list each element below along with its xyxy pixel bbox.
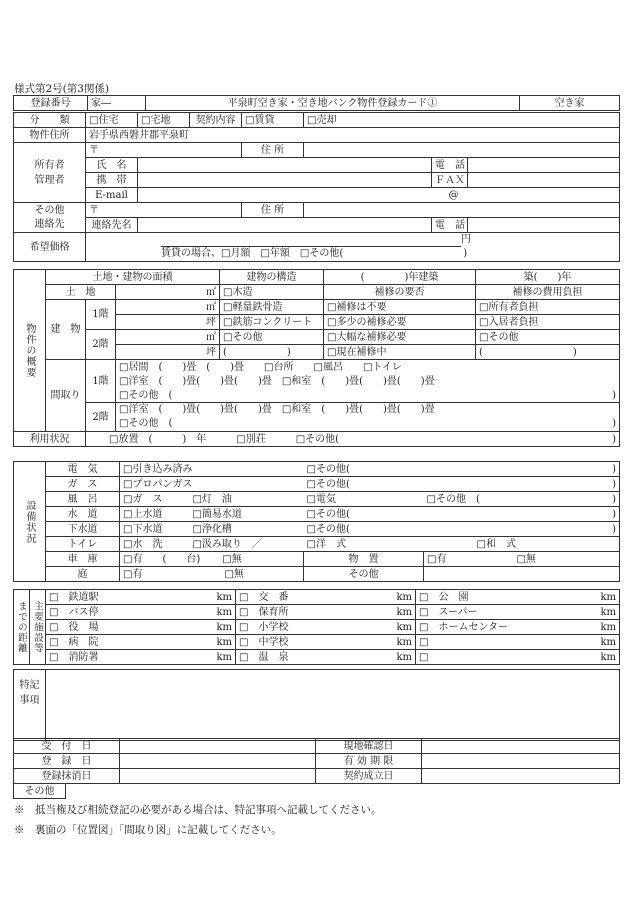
facilities-label: 設備状況	[14, 462, 46, 582]
note-mortgage: ※ 抵当権及び相続登記の必要がある場合は、特記事項へ記載してください。	[14, 804, 382, 816]
facility-gas-label: ガ ス	[46, 477, 120, 492]
card-title: 平泉町空き家・空き地バンク物件登録カード①	[146, 96, 520, 111]
land-area-field[interactable]: ㎡	[116, 285, 220, 300]
facility-sewer-other: □その他( )	[304, 522, 620, 537]
basic-info-table	[13, 112, 620, 262]
owner-email-field[interactable]	[138, 188, 620, 203]
owner-fax-field[interactable]	[468, 173, 620, 188]
facility-station[interactable]: □ 鉄道駅	[46, 590, 214, 605]
unit-km: km	[598, 590, 620, 605]
unit-km: km	[214, 635, 236, 650]
registration-number-field[interactable]	[88, 96, 146, 111]
struct-wood-checkbox[interactable]: □木造	[220, 285, 324, 300]
layout-floor1-rooms[interactable]: □洋室 ( )畳( )畳( )畳 □和室 ( )畳( )畳( )畳	[116, 374, 620, 388]
repair-some-checkbox[interactable]: □多少の補修必要	[324, 315, 476, 330]
repair-ongoing-checkbox[interactable]: □現在補修中	[324, 345, 476, 360]
site-check-date-label: 現地確認日	[316, 739, 422, 754]
contract-date-label: 契約成立日	[316, 769, 422, 784]
facility-park[interactable]: □ 公 園	[416, 590, 598, 605]
facility-hot-spring[interactable]: □ 温 泉	[236, 650, 394, 665]
facilities-table	[13, 461, 620, 582]
address-label: 物件住所	[14, 128, 86, 143]
owner-label: 所有者 管理者	[14, 143, 86, 203]
layout-label: 間取り	[46, 360, 86, 432]
usage-label: 利用状況	[14, 432, 86, 447]
address-field[interactable]: 岩手県西磐井郡平泉町	[86, 128, 620, 143]
owner-postal-field[interactable]: 〒	[86, 143, 242, 158]
note-map: ※ 裏面の「位置図」「間取り図」に記載してください。	[14, 824, 282, 836]
header-table	[13, 95, 620, 111]
classification-label: 分 類	[14, 113, 86, 128]
overview-table	[13, 269, 620, 447]
distance-label-b: 主要施設等	[30, 590, 46, 665]
property-kind: 空き家	[520, 96, 620, 111]
price-yen: 円	[461, 234, 471, 245]
layout-floor1-living[interactable]: □居間 ( )畳 ( )畳 □台所 □風呂 □トイレ	[116, 360, 620, 375]
registered-date-label: 登 録 日	[14, 754, 120, 769]
footer-table	[13, 738, 620, 784]
other-tel-label: 電 話	[432, 218, 468, 233]
owner-tel-label: 電 話	[432, 158, 468, 173]
garden-other-label: その他	[304, 567, 424, 582]
facility-water-label: 水 道	[46, 507, 120, 522]
facility-supermarket[interactable]: □ スーパー	[416, 605, 598, 620]
footer-other-table	[13, 783, 620, 799]
contract-label: 契約内容	[190, 113, 242, 128]
facility-toilet-western[interactable]: □洋 式	[304, 537, 424, 552]
land-label: 土 地	[46, 285, 116, 300]
owner-address-field[interactable]	[304, 143, 620, 158]
validity-field[interactable]	[422, 754, 620, 769]
other-tel-field[interactable]	[468, 218, 620, 233]
facility-town-office[interactable]: □ 役 場	[46, 620, 214, 635]
cost-tenant-checkbox[interactable]: □入居者負担	[476, 315, 620, 330]
owner-mobile-field[interactable]	[138, 173, 432, 188]
rent-period-options[interactable]: 賃貸の場合、□月額 □年額 □その他(	[161, 248, 344, 259]
overview-label: 物件の概要	[14, 270, 46, 432]
built-year-header: ( )年建築	[324, 270, 476, 285]
unit-km: km	[214, 650, 236, 665]
other-contact-label: その他 連絡先	[14, 203, 86, 233]
unit-km: km	[394, 605, 416, 620]
unit-km: km	[394, 590, 416, 605]
garage-options: □有 ( 台) □無	[120, 552, 304, 567]
facility-bath-label: 風 呂	[46, 492, 120, 507]
floor2-area-m2-field[interactable]: ㎡	[116, 330, 220, 345]
unit-km: km	[214, 605, 236, 620]
repair-header: 補修の要否	[324, 285, 476, 300]
other-address-field[interactable]	[304, 203, 620, 218]
structure-header: 建物の構造	[220, 270, 324, 285]
registration-number-label: 登録番号	[14, 96, 88, 111]
received-date-field[interactable]	[120, 739, 316, 754]
owner-address-label: 住 所	[242, 143, 304, 158]
facility-bath-other: □その他 ( )	[424, 492, 620, 507]
layout-floor2-label: 2階	[86, 403, 116, 432]
owner-mobile-label: 携 帯	[86, 173, 138, 188]
unit-km: km	[598, 605, 620, 620]
building-age-header: 築( )年	[476, 270, 620, 285]
layout-floor2-rooms[interactable]: □洋室 ( )畳( )畳( )畳 □和室 ( )畳( )畳( )畳	[119, 404, 435, 415]
owner-name-field[interactable]	[138, 158, 432, 173]
facility-junior-high[interactable]: □ 中学校	[236, 635, 394, 650]
option-sale-checkbox[interactable]: □売却	[304, 113, 620, 128]
facility-elementary-school[interactable]: □ 小学校	[236, 620, 394, 635]
facility-other-2[interactable]: □	[416, 650, 598, 665]
usage-field: □放置 ( ) 年 □別荘 □その他( )	[86, 432, 620, 447]
cost-owner-checkbox[interactable]: □所有者負担	[476, 300, 620, 315]
facility-electric-options[interactable]: □引き込み済み	[120, 462, 304, 477]
cost-header: 補修の費用負担	[476, 285, 620, 300]
facility-toilet-label: トイレ	[46, 537, 120, 552]
deregistered-date-field[interactable]	[120, 769, 316, 784]
received-date-label: 受 付 日	[14, 739, 120, 754]
deregistered-date-label: 登録抹消日	[14, 769, 120, 784]
facility-water-options[interactable]: □上水道 □簡易水道	[120, 507, 304, 522]
unit-km: km	[598, 620, 620, 635]
email-at-sign: @	[448, 189, 459, 201]
facility-hospital[interactable]: □ 病 院	[46, 635, 214, 650]
floor1-area-m2-field[interactable]: ㎡	[116, 300, 220, 315]
facility-gas-other: □その他( )	[304, 477, 620, 492]
price-field[interactable]: 円 賃貸の場合、□月額 □年額 □その他( )	[86, 233, 620, 262]
owner-fax-label: ＦＡＸ	[432, 173, 468, 188]
layout-floor2-field[interactable]	[116, 403, 620, 432]
unit-km: km	[214, 620, 236, 635]
garden-other-field[interactable]	[424, 567, 620, 582]
area-header: 土地・建物の面積	[46, 270, 220, 285]
facility-electric-label: 電 気	[46, 462, 120, 477]
layout-floor2-other: □その他 ( )	[119, 418, 616, 429]
owner-name-label: 氏 名	[86, 158, 138, 173]
price-label: 希望価格	[14, 233, 86, 262]
unit-km: km	[598, 650, 620, 665]
owner-email-label: E-mail	[86, 188, 138, 203]
floor1-label: 1階	[86, 300, 116, 330]
struct-other-checkbox[interactable]: □その他	[220, 330, 324, 345]
facility-other-1[interactable]: □	[416, 635, 598, 650]
facility-sewer-label: 下水道	[46, 522, 120, 537]
remarks-label: 特記事項	[14, 670, 46, 741]
cost-other-detail[interactable]: ( )	[476, 345, 620, 360]
unit-km: km	[598, 635, 620, 650]
contact-name-label: 連絡先名	[86, 218, 138, 233]
owner-tel-field[interactable]	[468, 158, 620, 173]
facility-water-other: □その他( )	[304, 507, 620, 522]
floor1-area-tsubo-field[interactable]: 坪	[116, 315, 220, 330]
storage-options: □有 □無	[424, 552, 620, 567]
repair-none-checkbox[interactable]: □補修は不要	[324, 300, 476, 315]
facility-toilet-japanese: □和 式	[424, 537, 620, 552]
unit-km: km	[394, 635, 416, 650]
cost-other-checkbox[interactable]: □その他	[476, 330, 620, 345]
form-number-label: 様式第2号(第3関係)	[14, 83, 110, 95]
registered-date-field[interactable]	[120, 754, 316, 769]
layout-floor1-label: 1階	[86, 360, 116, 403]
floor2-label: 2階	[86, 330, 116, 360]
footer-other-label: その他	[14, 784, 66, 799]
facility-sewer-options[interactable]: □下水道 □浄化槽	[120, 522, 304, 537]
struct-rc-checkbox[interactable]: □鉄筋コンクリート	[220, 315, 324, 330]
garden-options: □有 □無	[120, 567, 304, 582]
option-land-checkbox[interactable]: □宅地	[138, 113, 190, 128]
facility-bath-options[interactable]: □ガ ス □灯 油	[120, 492, 304, 507]
struct-other-detail[interactable]: ( )	[220, 345, 324, 360]
facility-home-center[interactable]: □ ホームセンター	[416, 620, 598, 635]
option-house-checkbox[interactable]: □住宅	[86, 113, 138, 128]
unit-km: km	[394, 650, 416, 665]
other-postal-field[interactable]: 〒	[86, 203, 242, 218]
option-rent-checkbox[interactable]: □賃貸	[242, 113, 304, 128]
validity-label: 有 効 期 限	[316, 754, 422, 769]
facility-gas-options[interactable]: □プロパンガス	[120, 477, 304, 492]
facility-toilet-options[interactable]: □水 洗 □汲み取り ／	[120, 537, 304, 552]
unit-km: km	[214, 590, 236, 605]
garage-label: 車 庫	[46, 552, 120, 567]
contact-name-field[interactable]	[138, 218, 432, 233]
distance-label-a: までの距離	[14, 590, 30, 665]
floor2-area-tsubo-field[interactable]: 坪	[116, 345, 220, 360]
unit-km: km	[394, 620, 416, 635]
struct-light-steel-checkbox[interactable]: □軽量鉄骨造	[220, 300, 324, 315]
facility-electric-other: □その他( )	[304, 462, 620, 477]
layout-floor1-other: □その他 ( )	[116, 388, 620, 403]
footer-other-field[interactable]	[66, 784, 620, 799]
other-address-label: 住 所	[242, 203, 304, 218]
distance-table	[13, 589, 620, 665]
facility-nursery[interactable]: □ 保育所	[236, 605, 394, 620]
repair-major-checkbox[interactable]: □大幅な補修必要	[324, 330, 476, 345]
building-label: 建 物	[46, 300, 86, 360]
facility-fire-station[interactable]: □ 消防署	[46, 650, 214, 665]
garden-label: 庭	[46, 567, 120, 582]
facility-bath-electric[interactable]: □電気	[304, 492, 424, 507]
facility-bus-stop[interactable]: □ バス停	[46, 605, 214, 620]
contract-date-field[interactable]	[422, 769, 620, 784]
registration-prefix: 家―	[91, 97, 111, 109]
storage-label: 物 置	[304, 552, 424, 567]
remarks-field[interactable]	[46, 670, 620, 741]
facility-police-box[interactable]: □ 交 番	[236, 590, 394, 605]
remarks-table	[13, 669, 620, 741]
site-check-date-field[interactable]	[422, 739, 620, 754]
